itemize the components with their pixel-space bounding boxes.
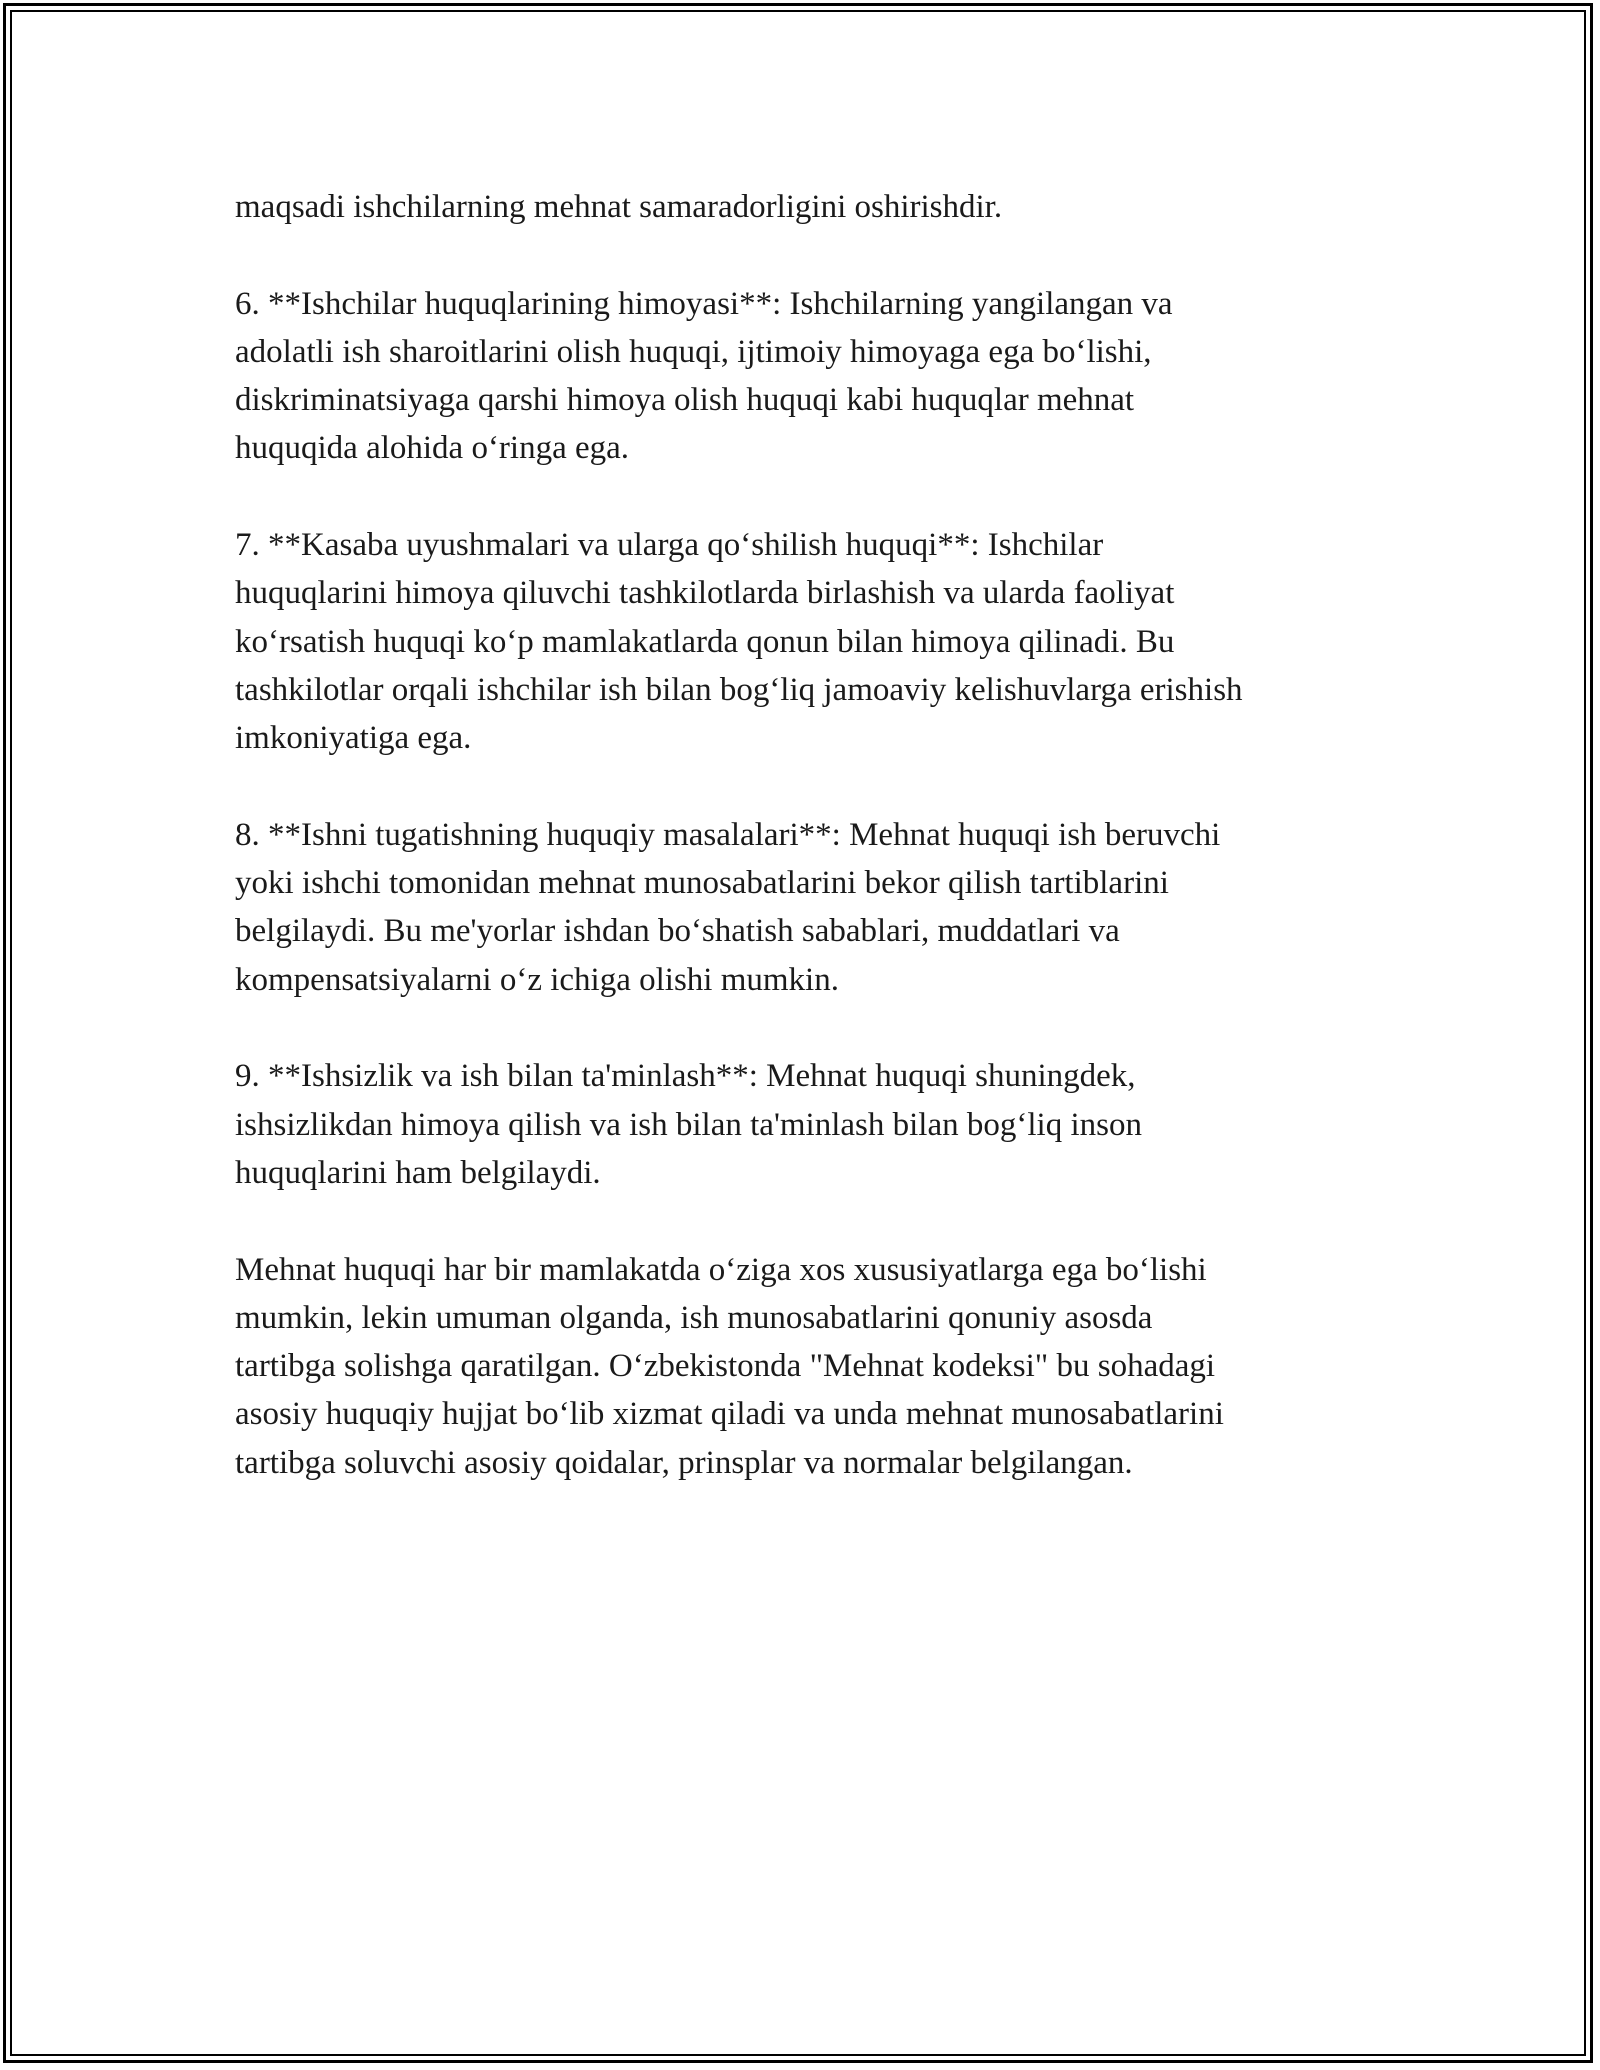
paragraph-item-8: 8. **Ishni tugatishning huquqiy masalalari**: Mehnat huquqi ish beruvchi yoki ishchi tomonidan mehnat munosabatlarini bekor qilish tartiblarini belgilaydi. Bu me'yorlar ishdan bo‘shatish sabablari, muddatlari va kompensatsiyalarni o‘z ichiga olishi mumkin. bbox=[235, 816, 1221, 998]
paragraph-item-9: 9. **Ishsizlik va ish bilan ta'minlash**: Mehnat huquqi shuningdek, ishsizlikdan himoya qilish va ish bilan ta'minlash bilan bog‘liq inson huquqlarini ham belgilaydi. bbox=[235, 1058, 1142, 1191]
paragraph-continuation: maqsadi ishchilarning mehnat samaradorligini oshirishdir. bbox=[235, 189, 1003, 225]
paragraph-item-6: 6. **Ishchilar huquqlarining himoyasi**: Ishchilarning yangilangan va adolatli ish sharoitlarini olish huquqi, ijtimoiy himoyaga ega bo‘lishi, diskriminatsiyaga qarshi himoya olish huquqi kabi huquqlar mehnat huquqida alohida o‘ringa ega. bbox=[235, 285, 1173, 467]
paragraph-conclusion: Mehnat huquqi har bir mamlakatda o‘ziga xos xususiyatlarga ega bo‘lishi mumkin, lekin umuman olganda, ish munosabatlarini qonuniy asosda tartibga solishga qaratilgan. O‘zbekistonda "Mehnat kodeksi" bu sohadagi asosiy huquqiy hujjat bo‘lib xizmat qiladi va unda mehnat munosabatlarini tartibga soluvchi asosiy qoidalar, prinsplar va normalar belgilangan. bbox=[235, 1251, 1224, 1481]
document-body bbox=[235, 183, 1375, 1487]
paragraph-item-7: 7. **Kasaba uyushmalari va ularga qo‘shilish huquqi**: Ishchilar huquqlarini himoya qiluvchi tashkilotlarda birlashish va ularda faoliyat ko‘rsatish huquqi ko‘p mamlakatlarda qonun bilan himoya qilinadi. Bu tashkilotlar orqali ishchilar ish bilan bog‘liq jamoaviy kelishuvlarga erishish imkoniyatiga ega. bbox=[235, 527, 1243, 757]
